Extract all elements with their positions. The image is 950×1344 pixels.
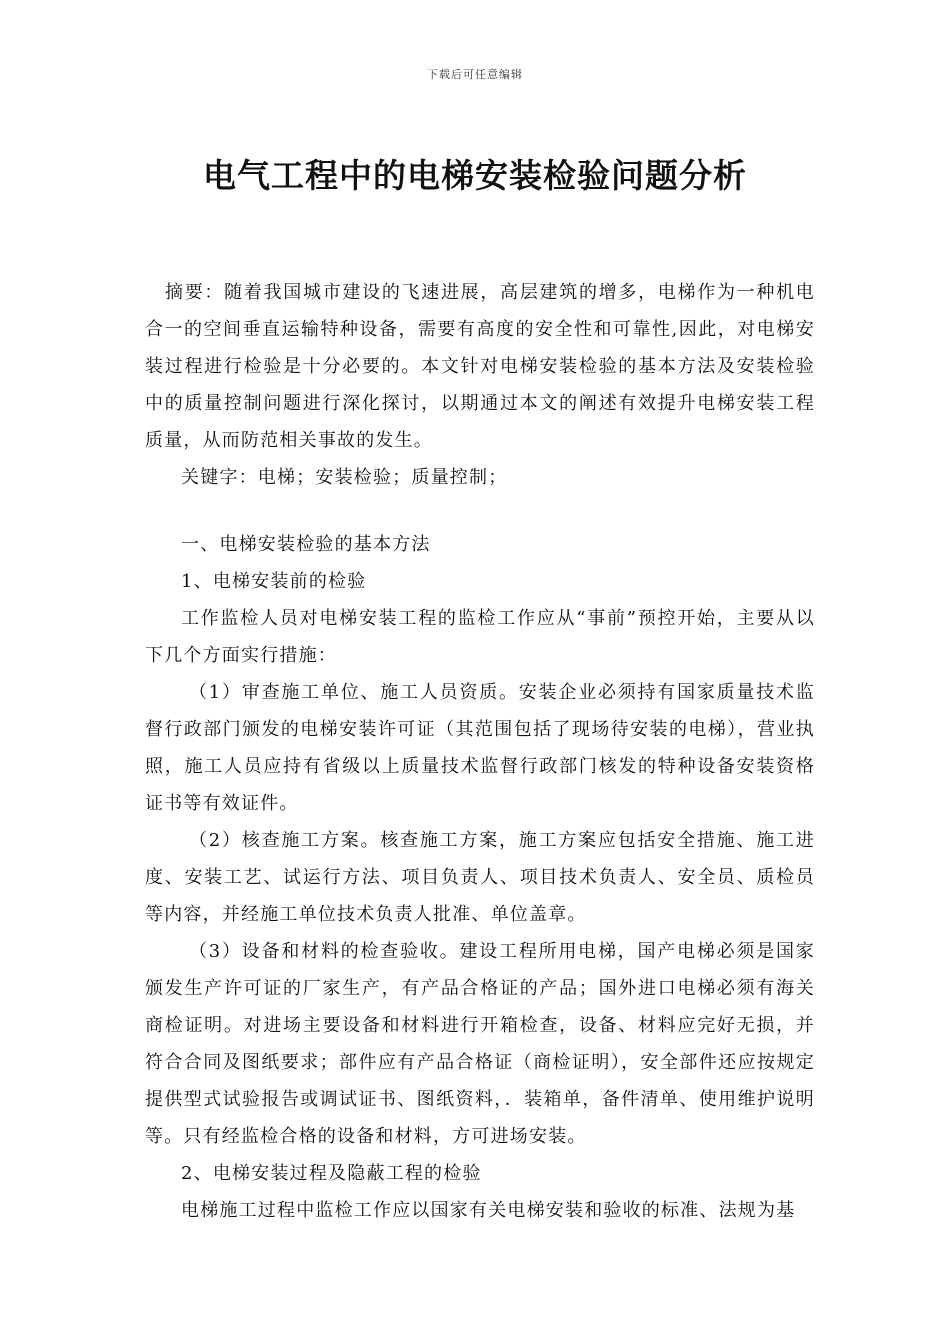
list-item: （2）核查施工方案。核查施工方案，施工方案应包括安全措施、施工进度、安装工艺、试运行方法、项目负责人、项目技术负责人、安全员、质检员等内容，并经施工单位技术负责人批准、单位盖章。 <box>145 830 815 925</box>
list-item: （1）审查施工单位、施工人员资质。安装企业必须持有国家质量技术监督行政部门颁发的电梯安装许可证（其范围包括了现场待安装的电梯），营业执照，施工人员应持有省级以上质量技术监督行政部门核发的特种设备安装资格证书等有效证件。 <box>145 682 815 814</box>
document-body <box>145 274 815 1229</box>
document-title: 电气工程中的电梯安装检验问题分析 <box>203 156 747 195</box>
subsection-heading: 1、电梯安装前的检验 <box>181 571 367 592</box>
section-heading: 一、电梯安装检验的基本方法 <box>181 534 431 555</box>
spacer <box>145 496 815 526</box>
body-paragraph: 电梯施工过程中监检工作应以国家有关电梯安装和验收的标准、法规为基 <box>181 1200 796 1221</box>
header-note: 下载后可任意编辑 <box>427 68 523 81</box>
intro-paragraph: 工作监检人员对电梯安装工程的监检工作应从“事前”预控开始，主要从以下几个方面实行措施： <box>145 608 815 666</box>
list-item: （3）设备和材料的检查验收。建设工程所用电梯，国产电梯必须是国家颁发生产许可证的厂家生产，有产品合格证的产品；国外进口电梯必须有海关商检证明。对进场主要设备和材料进行开箱检查，设备、材料应完好无损，并符合合同及图纸要求；部件应有产品合格证（商检证明），安全部件还应按规定提供型式试验报告或调试证书、图纸资料，．装箱单，备件清单、使用维护说明等。只有经监检合格的设备和材料，方可进场安装。 <box>145 941 815 1147</box>
abstract-paragraph: 摘要：随着我国城市建设的飞速进展，高层建筑的增多，电梯作为一种机电合一的空间垂直运输特种设备，需要有高度的安全性和可靠性,因此，对电梯安装过程进行检验是十分必要的。本文针对电梯安装检验的基本方法及安装检验中的质量控制问题进行深化探讨，以期通过本文的阐述有效提升电梯安装工程质量，从而防范相关事故的发生。 <box>145 282 815 451</box>
subsection-heading: 2、电梯安装过程及隐蔽工程的检验 <box>181 1163 482 1184</box>
keywords-line: 关键字：电梯；安装检验；质量控制； <box>181 467 508 488</box>
